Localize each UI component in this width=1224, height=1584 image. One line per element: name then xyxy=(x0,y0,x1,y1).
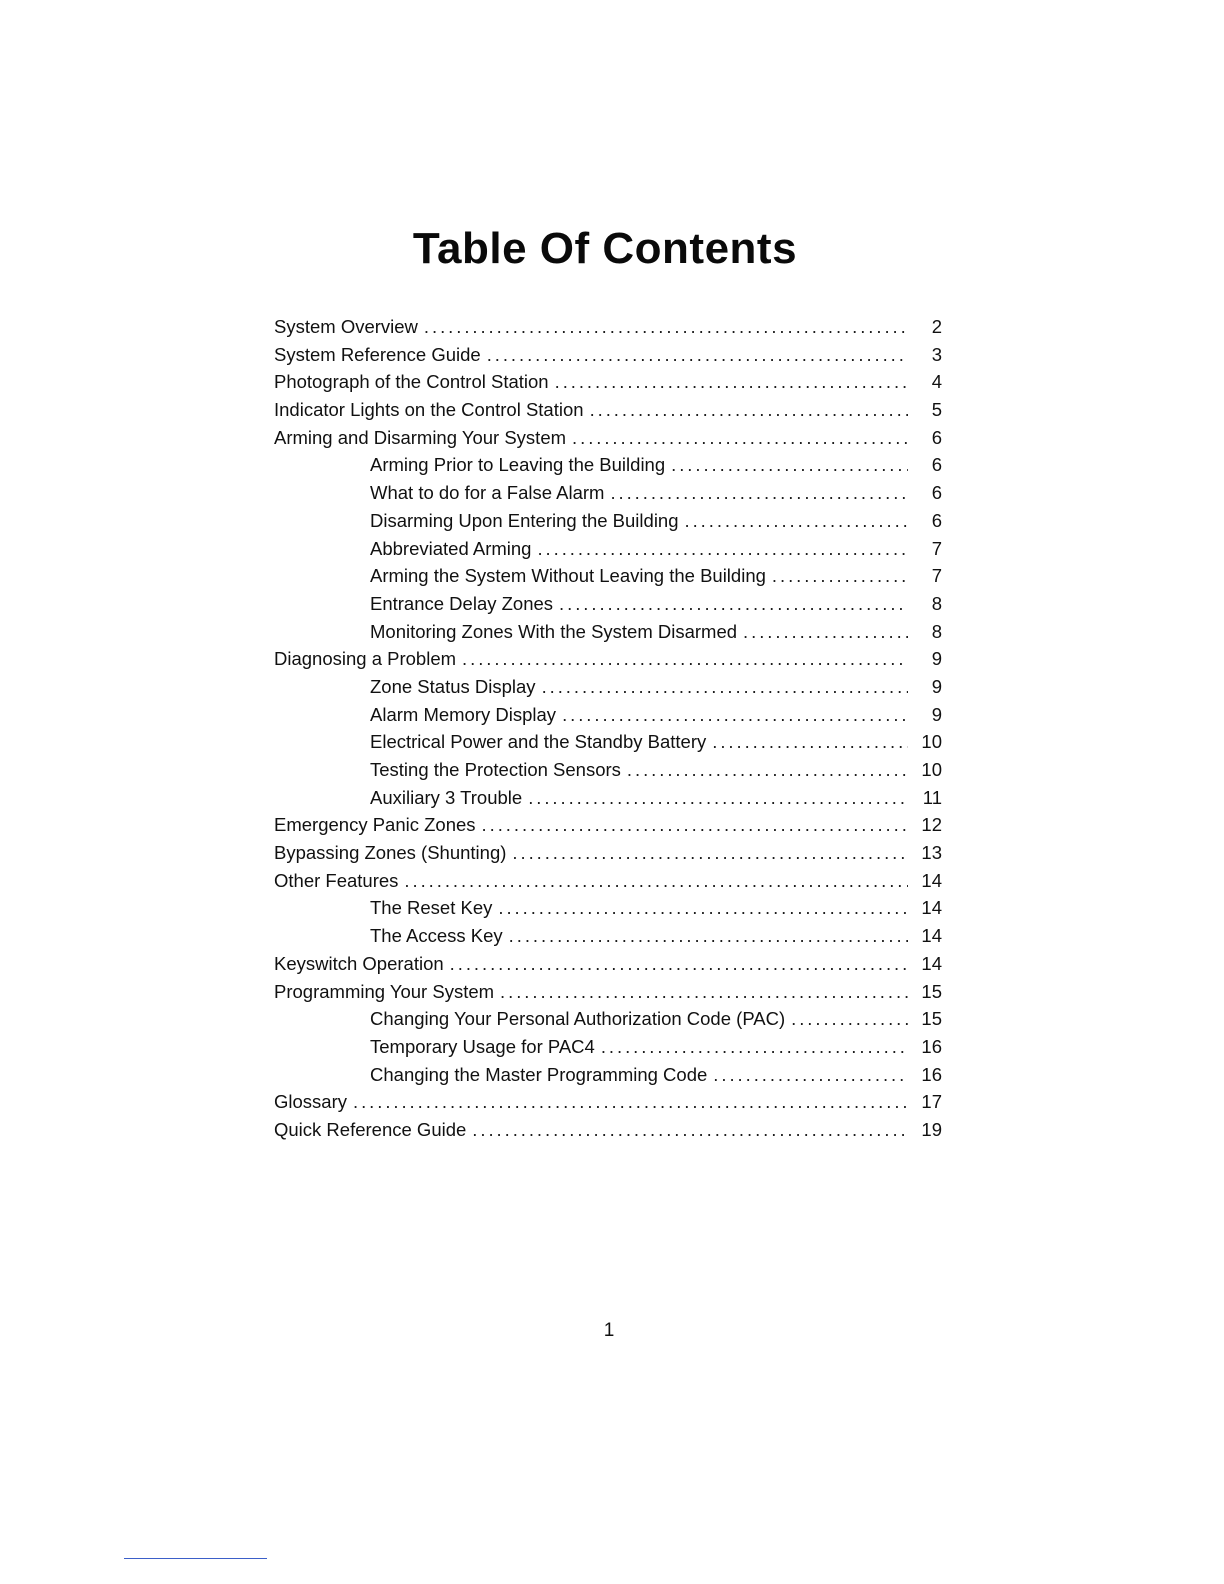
toc-subentry xyxy=(274,535,942,563)
toc-entry xyxy=(274,811,942,839)
toc-entry-page: 5 xyxy=(931,399,942,421)
toc-entry-page: 8 xyxy=(931,620,942,642)
toc-dot-leader xyxy=(498,894,908,922)
toc-dot-leader xyxy=(772,562,908,590)
toc-subentry xyxy=(274,451,942,479)
toc-dot-leader xyxy=(712,728,908,756)
toc-dot-leader xyxy=(512,839,908,867)
toc-subentry xyxy=(274,673,942,701)
toc-entry-label: Programming Your System xyxy=(274,980,495,1002)
toc-subentry xyxy=(274,1005,942,1033)
toc-entry-page: 11 xyxy=(922,786,942,808)
toc-entry-page: 3 xyxy=(931,343,942,365)
toc-entry-page: 16 xyxy=(921,1035,942,1057)
toc-entry xyxy=(274,368,942,396)
toc-subentry xyxy=(274,784,942,812)
toc-dot-leader xyxy=(791,1005,908,1033)
toc-entry xyxy=(274,950,942,978)
toc-subentry xyxy=(274,590,942,618)
toc-entry-label: Temporary Usage for PAC4 xyxy=(370,1035,595,1057)
toc-dot-leader xyxy=(472,1116,908,1144)
toc-subentry xyxy=(274,1033,942,1061)
toc-entry-label: Arming and Disarming Your System xyxy=(274,426,567,448)
toc-entry-page: 19 xyxy=(921,1118,942,1140)
toc-dot-leader xyxy=(627,756,908,784)
toc-entry-label: Changing the Master Programming Code xyxy=(370,1063,708,1085)
toc-entry-label: Electrical Power and the Standby Battery xyxy=(370,731,707,753)
toc-dot-leader xyxy=(509,922,908,950)
toc-dot-leader xyxy=(601,1033,908,1061)
toc-dot-leader xyxy=(590,396,908,424)
toc-entry-label: Bypassing Zones (Shunting) xyxy=(274,842,507,864)
toc-entry xyxy=(274,978,942,1006)
toc-entry-page: 17 xyxy=(921,1091,942,1113)
toc-subentry xyxy=(274,728,942,756)
toc-subentry xyxy=(274,562,942,590)
toc-entry-page: 14 xyxy=(921,897,942,919)
toc-dot-leader xyxy=(487,341,908,369)
toc-entry-label: Keyswitch Operation xyxy=(274,952,444,974)
toc-entry-label: Entrance Delay Zones xyxy=(370,592,554,614)
toc-dot-leader xyxy=(685,507,908,535)
toc-entry-label: Photograph of the Control Station xyxy=(274,371,549,393)
toc-entry-page: 4 xyxy=(931,371,942,393)
toc-dot-leader xyxy=(500,978,908,1006)
toc-entry xyxy=(274,341,942,369)
toc-entry-label: Zone Status Display xyxy=(370,675,536,697)
toc-entry-label: Other Features xyxy=(274,869,399,891)
toc-entry-label: System Reference Guide xyxy=(274,343,481,365)
toc-entry-label: Quick Reference Guide xyxy=(274,1118,467,1140)
toc-entry-page: 6 xyxy=(931,482,942,504)
toc-entry-label: System Overview xyxy=(274,316,418,337)
toc-dot-leader xyxy=(559,590,908,618)
toc-entry-label: The Reset Key xyxy=(370,897,493,919)
toc-entry-page: 15 xyxy=(921,1008,942,1030)
toc-entry-label: Abbreviated Arming xyxy=(370,537,532,559)
toc-entry xyxy=(274,839,942,867)
toc-entry-page: 13 xyxy=(921,842,942,864)
toc-entry-label: Disarming Upon Entering the Building xyxy=(370,509,679,531)
toc-entry-page: 15 xyxy=(921,980,942,1002)
toc-entry-page: 14 xyxy=(921,952,942,974)
toc-dot-leader xyxy=(404,867,908,895)
toc-subentry xyxy=(274,756,942,784)
footer-rule xyxy=(124,1558,267,1559)
toc-dot-leader xyxy=(462,645,908,673)
toc-entry-page: 9 xyxy=(931,703,942,725)
toc-entry-label: Testing the Protection Sensors xyxy=(370,759,621,780)
toc-entry-page: 9 xyxy=(931,675,942,697)
toc-entry-page: 2 xyxy=(931,316,942,337)
toc-subentry xyxy=(274,701,942,729)
toc-entry-label: Monitoring Zones With the System Disarmed xyxy=(370,620,738,642)
toc-entry-page: 9 xyxy=(931,648,942,670)
toc-dot-leader xyxy=(537,535,908,563)
toc-dot-leader xyxy=(528,784,908,812)
toc-entry xyxy=(274,645,942,673)
toc-subentry xyxy=(274,1061,942,1089)
toc-subentry xyxy=(274,894,942,922)
toc-entry xyxy=(274,396,942,424)
toc-subentry xyxy=(274,507,942,535)
table-of-contents xyxy=(274,313,942,1144)
toc-dot-leader xyxy=(424,313,908,341)
toc-entry-label: Changing Your Personal Authorization Code (PAC) xyxy=(370,1008,786,1030)
toc-entry-page: 10 xyxy=(921,731,942,753)
toc-entry-label: Emergency Panic Zones xyxy=(274,814,476,836)
toc-subentry xyxy=(274,479,942,507)
toc-entry-label: What to do for a False Alarm xyxy=(370,482,605,504)
toc-dot-leader xyxy=(555,368,908,396)
toc-subentry xyxy=(274,922,942,950)
toc-entry xyxy=(274,313,942,341)
toc-entry-page: 10 xyxy=(921,759,942,780)
toc-entry-label: Arming Prior to Leaving the Building xyxy=(370,454,666,476)
toc-entry-page: 7 xyxy=(931,565,942,587)
toc-dot-leader xyxy=(542,673,908,701)
toc-entry-label: Auxiliary 3 Trouble xyxy=(370,786,523,808)
toc-entry-label: Glossary xyxy=(274,1091,347,1113)
toc-entry-page: 16 xyxy=(921,1063,942,1085)
toc-entry-label: Indicator Lights on the Control Station xyxy=(274,399,584,421)
toc-dot-leader xyxy=(482,811,908,839)
toc-dot-leader xyxy=(610,479,908,507)
toc-dot-leader xyxy=(743,618,908,646)
toc-entry-page: 6 xyxy=(931,509,942,531)
toc-entry-label: Alarm Memory Display xyxy=(370,703,557,725)
toc-entry-page: 6 xyxy=(931,426,942,448)
toc-entry-label: Diagnosing a Problem xyxy=(274,648,457,670)
toc-dot-leader xyxy=(713,1061,908,1089)
page-number: 1 xyxy=(603,1320,615,1341)
toc-dot-leader xyxy=(572,424,908,452)
toc-entry xyxy=(274,424,942,452)
toc-entry-page: 7 xyxy=(931,537,942,559)
toc-entry xyxy=(274,1116,942,1144)
toc-entry-page: 12 xyxy=(921,814,942,836)
page-title: Table Of Contents xyxy=(412,224,798,273)
toc-entry xyxy=(274,867,942,895)
toc-dot-leader xyxy=(353,1088,908,1116)
toc-entry-page: 14 xyxy=(921,869,942,891)
toc-dot-leader xyxy=(450,950,908,978)
toc-entry-page: 6 xyxy=(931,454,942,476)
toc-entry-label: The Access Key xyxy=(370,925,503,947)
toc-entry xyxy=(274,1088,942,1116)
toc-entry-page: 8 xyxy=(931,592,942,614)
toc-subentry xyxy=(274,618,942,646)
toc-dot-leader xyxy=(562,701,908,729)
toc-entry-label: Arming the System Without Leaving the Building xyxy=(370,565,766,587)
toc-entry-page: 14 xyxy=(921,925,942,947)
toc-dot-leader xyxy=(671,451,908,479)
